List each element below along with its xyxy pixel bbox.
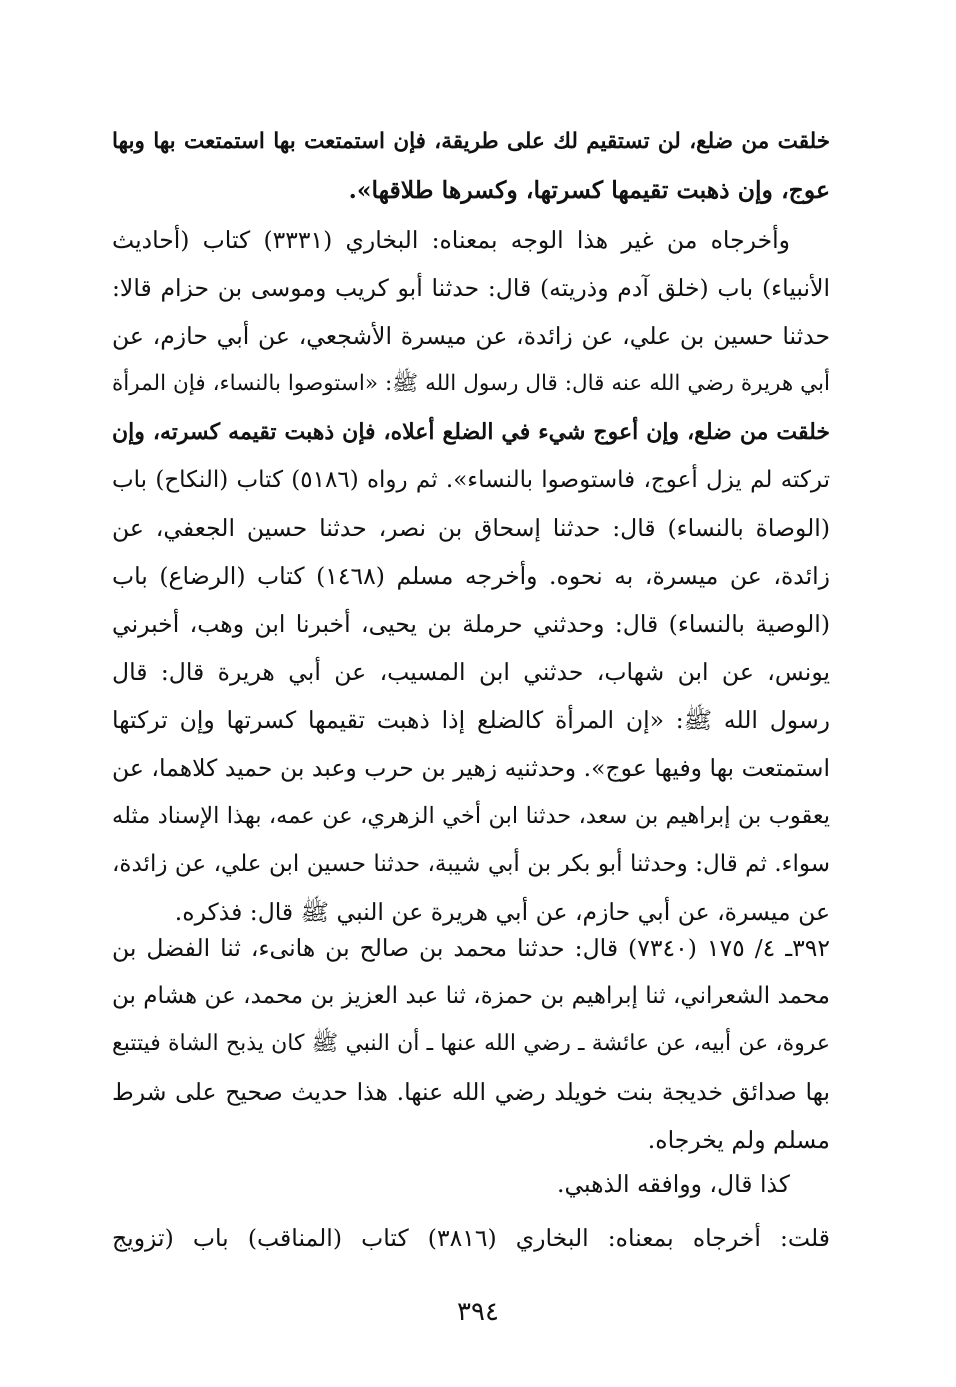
text-line: قلت: أخرجاه بمعناه: البخاري (٣٨١٦) كتاب (المناقب) باب (تزويج <box>112 1224 830 1252</box>
text-line: حدثنا حسين بن علي، عن زائدة، عن ميسرة الأشجعي، عن أبي حازم، عن <box>112 322 830 350</box>
text-line: محمد الشعراني، ثنا إبراهيم بن حمزة، ثنا عبد العزيز بن محمد، عن هشام بن <box>112 983 830 1009</box>
text-line: ٣٩٢ـ ٤/ ١٧٥ (٧٣٤٠) قال: حدثنا محمد بن صالح بن هانىء، ثنا الفضل بن <box>112 934 830 962</box>
text-line: تركته لم يزل أعوج، فاستوصوا بالنساء». ثم رواه (٥١٨٦) كتاب (النكاح) باب <box>112 467 830 493</box>
dhahabi-note <box>112 1160 830 1208</box>
text-line: وأخرجاه من غير هذا الوجه بمعناه: البخاري (٣٣٣١) كتاب (أحاديث <box>112 226 790 254</box>
text-line: زائدة، عن ميسرة، به نحوه. وأخرجه مسلم (١٤٦٨) كتاب (الرضاع) باب <box>112 562 830 590</box>
text-line: خلقت من ضلع، وإن أعوج شيء في الضلع أعلاه، فإن ذهبت تقيمه كسرته، وإن <box>112 419 830 445</box>
text-line: (الوصاة بالنساء) قال: حدثنا إسحاق بن نصر، حدثنا حسين الجعفي، عن <box>112 514 830 542</box>
text-line: كذا قال، ووافقه الذهبي. <box>556 1170 790 1198</box>
text-line: خلقت من ضلع، لن تستقيم لك على طريقة، فإن استمتعت بها استمتعت بها وبها <box>112 129 830 154</box>
hadith-392 <box>112 924 830 1164</box>
text-line: مسلم ولم يخرجاه. <box>647 1126 830 1154</box>
hadith-continuation <box>112 118 830 214</box>
text-line: (الوصية بالنساء) قال: وحدثني حرملة بن يحيى، أخبرنا ابن وهب، أخبرني <box>112 610 830 638</box>
text-line: يونس، عن ابن شهاب، حدثني ابن المسيب، عن أبي هريرة قال: قال <box>112 658 830 686</box>
qultu-paragraph <box>112 1214 830 1262</box>
text-line: الأنبياء) باب (خلق آدم وذريته) قال: حدثنا أبو كريب وموسى بن حزام قالا: <box>112 274 830 302</box>
text-line: عن ميسرة، عن أبي حازم، عن أبي هريرة عن النبي ﷺ قال: فذكره. <box>174 898 830 926</box>
text-line: عروة، عن أبيه، عن عائشة ـ رضي الله عنها ـ أن النبي ﷺ كان يذبح الشاة فيتتبع <box>112 1031 830 1056</box>
text-line: استمتعت بها وفيها عوج». وحدثنيه زهير بن حرب وعبد بن حميد كلاهما، عن <box>112 754 830 782</box>
text-line: رسول الله ﷺ: «إن المرأة كالضلع إذا ذهبت تقيمها كسرتها وإن تركتها <box>112 706 830 734</box>
text-line: أبي هريرة رضي الله عنه قال: قال رسول الله ﷺ: «استوصوا بالنساء، فإن المرأة <box>112 371 830 396</box>
text-line: بها صدائق خديجة بنت خويلد رضي الله عنها. هذا حديث صحيح على شرط <box>112 1078 830 1106</box>
takhrij-paragraph <box>112 216 830 936</box>
text-line: يعقوب بن إبراهيم بن سعد، حدثنا ابن أخي الزهري، عن عمه، بهذا الإسناد مثله <box>112 803 830 829</box>
text-line: عوج، وإن ذهبت تقيمها كسرتها، وكسرها طلاقها». <box>348 176 830 204</box>
page-number: ٣٩٤ <box>457 1297 499 1327</box>
text-line: سواء. ثم قال: وحدثنا أبو بكر بن أبي شيبة، حدثنا حسين ابن علي، عن زائدة، <box>112 851 830 877</box>
